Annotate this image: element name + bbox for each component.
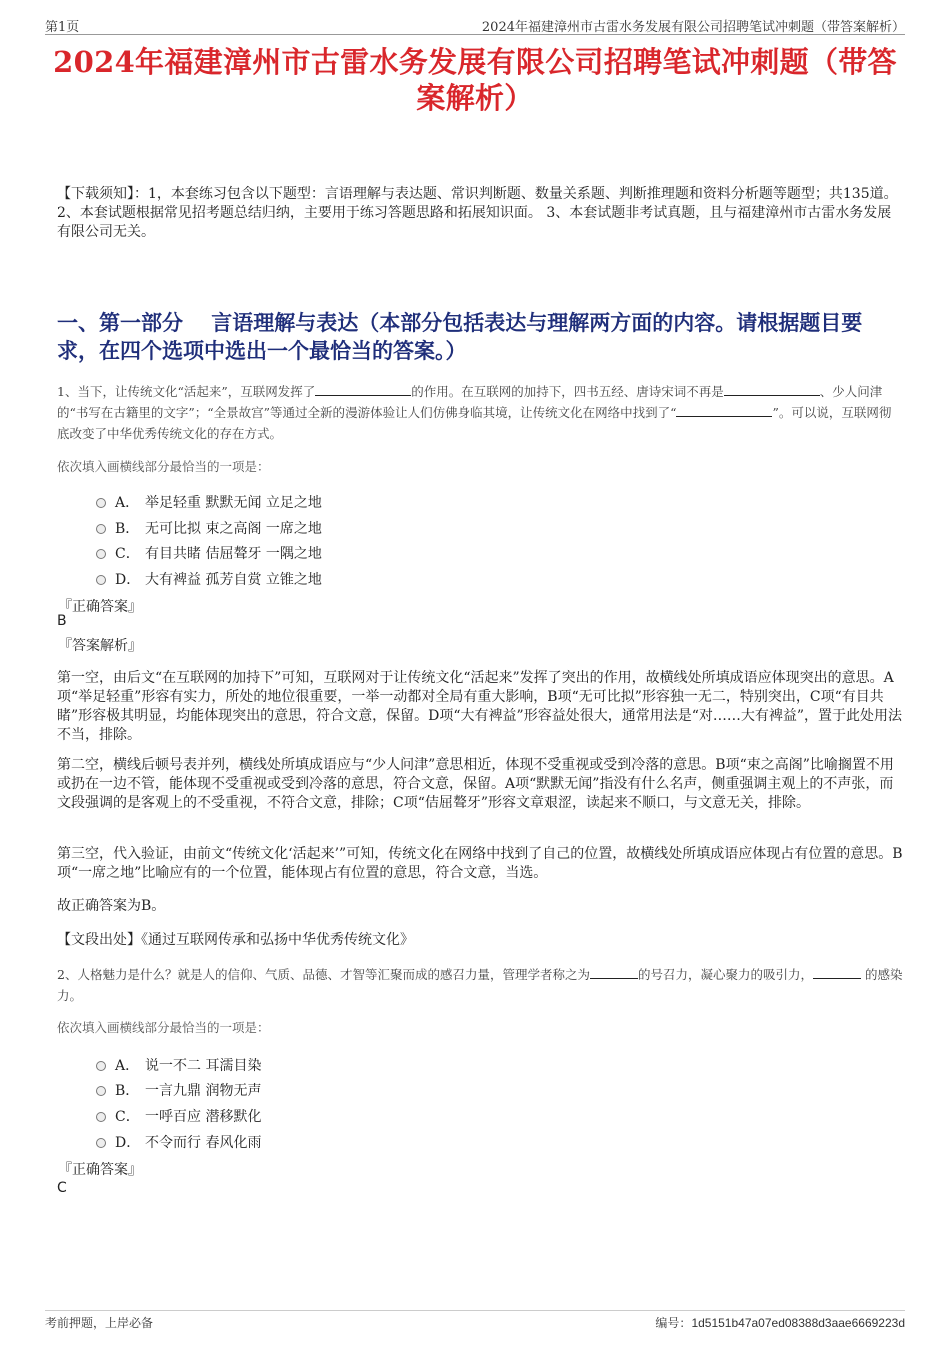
radio-icon[interactable] — [96, 498, 106, 508]
answer-value: C — [57, 1180, 67, 1196]
question-1-stem: 1、当下，让传统文化“活起来”，互联网发挥了 的作用。在互联网的加持下，四书五经、唐诗宋词不再是 、少人问津的“书写在古籍里的文字”；“全景故宫”等通过全新的漫游体验让人们仿佛身临其境，让传统文化在网络中找到了“ ”。可以说，互联网彻底改变了中华优秀传统文化的存在方式。 — [57, 384, 892, 441]
section-heading: 一、第一部分 言语理解与表达（本部分包括表达与理解两方面的内容。请根据题目要求，在四个选项中选出一个最恰当的答案。） — [57, 310, 863, 363]
analysis-label: 『答案解析』 — [58, 638, 142, 654]
radio-icon[interactable] — [96, 1138, 106, 1148]
download-notice: 【下载须知】：1，本套练习包含以下题型：言语理解与表达题、常识判断题、数量关系题、判断推理题和资料分析题等题型；共135道。 2、本套试题根据常见招考题总结归纳，主要用于练习答题思路和拓展知识面。 3、本套试题非考试真题，且与福建漳州市古雷水务发展有限公司无关。 — [57, 186, 898, 240]
source-citation: 【文段出处】《通过互联网传承和弘扬中华优秀传统文化》 — [57, 932, 414, 948]
question-1-option-d[interactable]: D． 大有裨益 孤芳自赏 立锥之地 — [96, 569, 322, 589]
question-2-option-a[interactable]: A． 说一不二 耳濡目染 — [96, 1055, 261, 1075]
question-1-prompt: 依次填入画横线部分最恰当的一项是： — [57, 459, 270, 474]
header-divider — [45, 34, 905, 35]
running-header-title: 2024年福建漳州市古雷水务发展有限公司招聘笔试冲刺题（带答案解析） — [481, 20, 905, 35]
question-1-option-a[interactable]: A． 举足轻重 默默无闻 立足之地 — [96, 492, 322, 512]
analysis-paragraph-2: 第二空，横线后顿号表并列，横线处所填成语应与“少人问津”意思相近，体现不受重视或受到冷落的意思。B项“束之高阁”比喻搁置不用或扔在一边不管，能体现不受重视或受到冷落的意思，符合文意，保留。A项“默默无闻”指没有什么名声，侧重强调主观上的不声张，而文段强调的是客观上的不受重视，不符合文意，排除；C项“佶屈聱牙”形容文章艰涩，读起来不顺口，与文意无关，排除。 — [57, 757, 894, 811]
radio-icon[interactable] — [96, 1061, 106, 1071]
answer-value: B — [57, 613, 67, 629]
question-2-option-d[interactable]: D． 不令而行 春风化雨 — [96, 1132, 261, 1152]
analysis-paragraph-1: 第一空，由后文“在互联网的加持下”可知，互联网对于让传统文化“活起来”发挥了突出的作用，故横线处所填成语应体现突出的意思。A项“举足轻重”形容有实力，所处的地位很重要，一举一动都对全局有重大影响，B项“无可比拟”形容独一无二，特别突出，C项“有目共睹”形容极其明显，均能体现突出的意思，符合文意，保留。D项“大有裨益”形容益处很大，通常用法是“对……大有裨益”，置于此处用法不当，排除。 — [57, 670, 903, 743]
question-2-stem: 2、人格魅力是什么？就是人的信仰、气质、品德、才智等汇聚而成的感召力量，管理学者称之为 的号召力，凝心聚力的吸引力， 的感染力。 — [57, 967, 903, 1003]
footer-divider — [45, 1310, 905, 1311]
analysis-conclusion: 故正确答案为B。 — [57, 898, 166, 914]
radio-icon[interactable] — [96, 1086, 106, 1096]
page-number: 第1页 — [45, 20, 80, 35]
answer-label: 『正确答案』 — [58, 599, 142, 615]
question-2-prompt: 依次填入画横线部分最恰当的一项是： — [57, 1020, 270, 1035]
question-1-option-b[interactable]: B． 无可比拟 束之高阁 一席之地 — [96, 518, 322, 538]
footer-slogan: 考前押题，上岸必备 — [45, 1316, 154, 1330]
answer-label: 『正确答案』 — [58, 1162, 142, 1178]
radio-icon[interactable] — [96, 1112, 106, 1122]
radio-icon[interactable] — [96, 549, 106, 559]
radio-icon[interactable] — [96, 575, 106, 585]
radio-icon[interactable] — [96, 524, 106, 534]
analysis-paragraph-3: 第三空，代入验证，由前文“传统文化‘活起来’”可知，传统文化在网络中找到了自己的位置，故横线处所填成语应体现占有位置的意思。B项“一席之地”比喻应有的一个位置，能体现占有位置的意思，符合文意，当选。 — [57, 846, 903, 881]
question-2-option-b[interactable]: B． 一言九鼎 润物无声 — [96, 1080, 261, 1100]
question-2-option-c[interactable]: C． 一呼百应 潜移默化 — [96, 1106, 261, 1126]
document-title: 2024年福建漳州市古雷水务发展有限公司招聘笔试冲刺题（带答案解析） — [53, 45, 897, 115]
question-1-option-c[interactable]: C． 有目共睹 佶屈聱牙 一隅之地 — [96, 543, 322, 563]
footer-code: 编号：1d5151b47a07ed08388d3aae6669223d — [655, 1316, 905, 1330]
